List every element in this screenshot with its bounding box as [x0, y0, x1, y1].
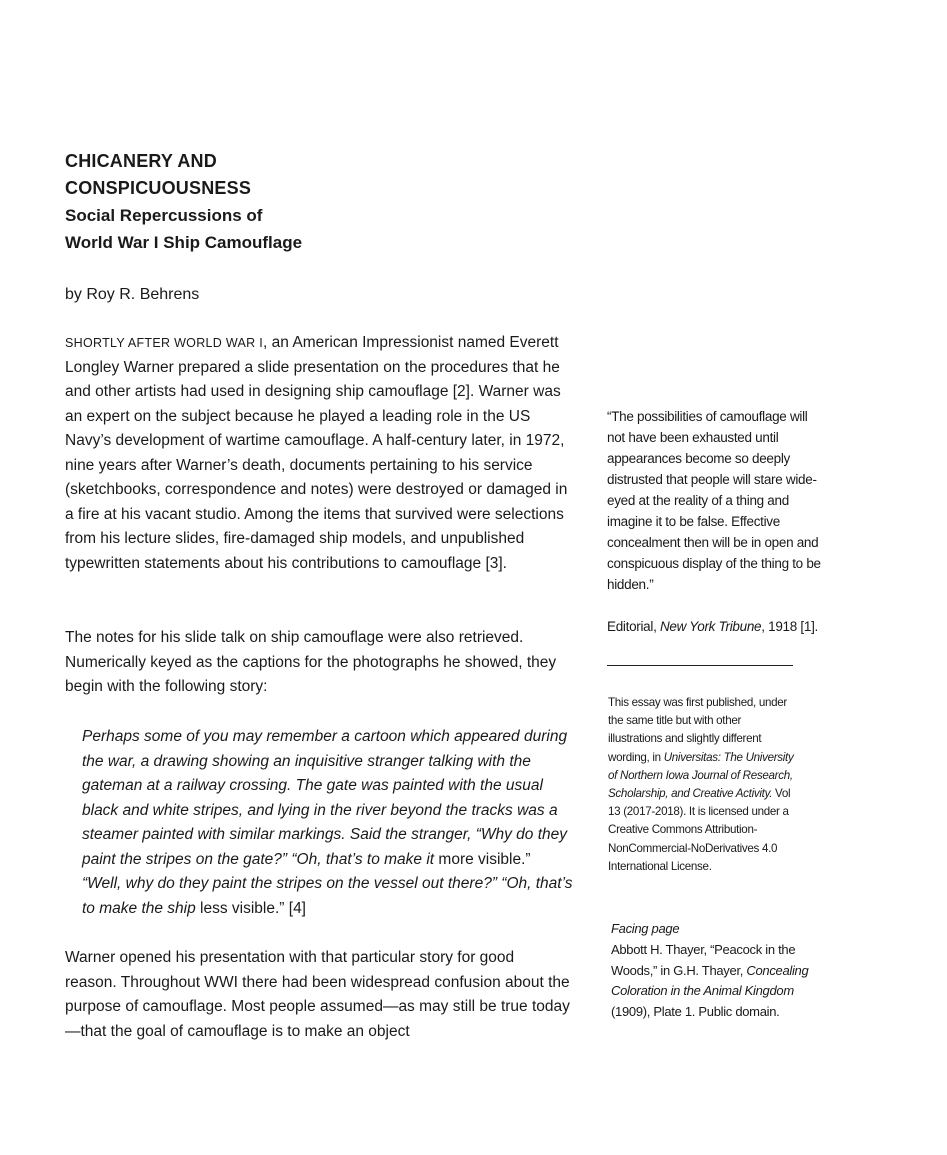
article-title [65, 148, 251, 202]
body-paragraph-3-text: Warner opened his presentation with that particular story for good reason. Throughout WWI there had been widespread confusion about the purpose of camouflage. Most people assumed—as may still be true today—that the goal of camouflage is to make an object [65, 949, 570, 1040]
epigraph-quote: “The possibilities of camouflage will not have been exhausted until appearances become so deeply distrusted that people will stare wide-eyed at the reality of a thing and imagine it to be false. Effective concealment then will be in open and conspicuous display of the thing to be hidden.” [607, 409, 821, 592]
facing-page-caption-part-2: (1909), Plate 1. Public domain. [611, 1004, 780, 1020]
article-title-line-2: CONSPICUOUSNESS [65, 178, 252, 198]
publication-note-part-2: Vol 13 (2017-2018). It is licensed under a Creative Commons Attribution-NonCommercial-NoDerivatives 4.0 International License. [608, 787, 791, 873]
article-subtitle-line-2: World War I Ship Camouflage [65, 233, 303, 252]
body-paragraph-3 [65, 946, 570, 1044]
lead-in-smallcaps: SHORTLY AFTER WORLD WAR I [65, 336, 264, 350]
body-paragraph-2 [65, 626, 570, 700]
author-byline: by Roy R. Behrens [65, 286, 200, 303]
article-subtitle [65, 202, 302, 256]
publication-note [608, 694, 798, 876]
epigraph-source-prefix: Editorial, [607, 619, 660, 634]
facing-page-caption-part-1: Abbott H. Thayer, “Peacock in the Woods,” in G.H. Thayer, [611, 941, 796, 978]
facing-page-book-title: Concealing Coloration in the Animal Kingdom [611, 962, 809, 999]
block-quote-part-1: Perhaps some of you may remember a cartoon which appeared during the war, a drawing showing an inquisitive stranger talking with the gateman at a railway crossing. The gate was painted with the usual black and white stripes, and lying in the river beyond the tracks was a steamer painted with similar markings. Said the stranger, “Why do they paint the stripes on the gate?” “Oh, that’s to make it [82, 728, 568, 868]
sidebar-divider [607, 665, 793, 666]
epigraph-source [607, 616, 818, 637]
block-quote-part-3: “Well, why do they paint the stripes on the vessel out there?” “Oh, that’s to make the ship [82, 875, 573, 917]
epigraph-source-suffix: , 1918 [1]. [761, 619, 818, 634]
article-subtitle-line-1: Social Repercussions of [65, 206, 263, 225]
article-title-line-1: CHICANERY AND [65, 151, 217, 171]
body-paragraph-1-text: , an American Impressionist named Everett Longley Warner prepared a slide presentation on the procedures that he and other artists had used in designing ship camouflage [2]. Warner was an expert on the subject because he played a leading role in the US Navy’s development of wartime camouflage. A half-century later, in 1972, nine years after Warner’s death, documents pertaining to his service (sketchbooks, correspondence and notes) were destroyed or damaged in a fire at his vacant studio. Among the items that survived were selections from his lecture slides, fire-damaged ship models, and unpublished typewritten statements about his contributions to camouflage [3]. [65, 334, 568, 572]
block-quote-part-2: more visible.” [434, 850, 531, 868]
block-quote-part-4: less visible.” [195, 899, 285, 917]
publication-note-journal: Universitas: The University of Northern Iowa Journal of Research, Scholarship, and Creative Activity. [608, 750, 794, 801]
epigraph-source-title: New York Tribune [659, 619, 762, 634]
facing-page-caption [611, 919, 821, 1023]
publication-note-part-1: This essay was first published, under the same title but with other illustrations and slightly different wording, in [608, 696, 787, 764]
block-quote-citation: [4] [284, 899, 306, 917]
body-paragraph-1 [65, 331, 570, 576]
block-quote [82, 725, 574, 921]
facing-page-heading: Facing page [611, 921, 680, 936]
body-paragraph-2-text: The notes for his slide talk on ship camouflage were also retrieved. Numerically keyed as the captions for the photographs he showed, they begin with the following story: [65, 629, 557, 695]
